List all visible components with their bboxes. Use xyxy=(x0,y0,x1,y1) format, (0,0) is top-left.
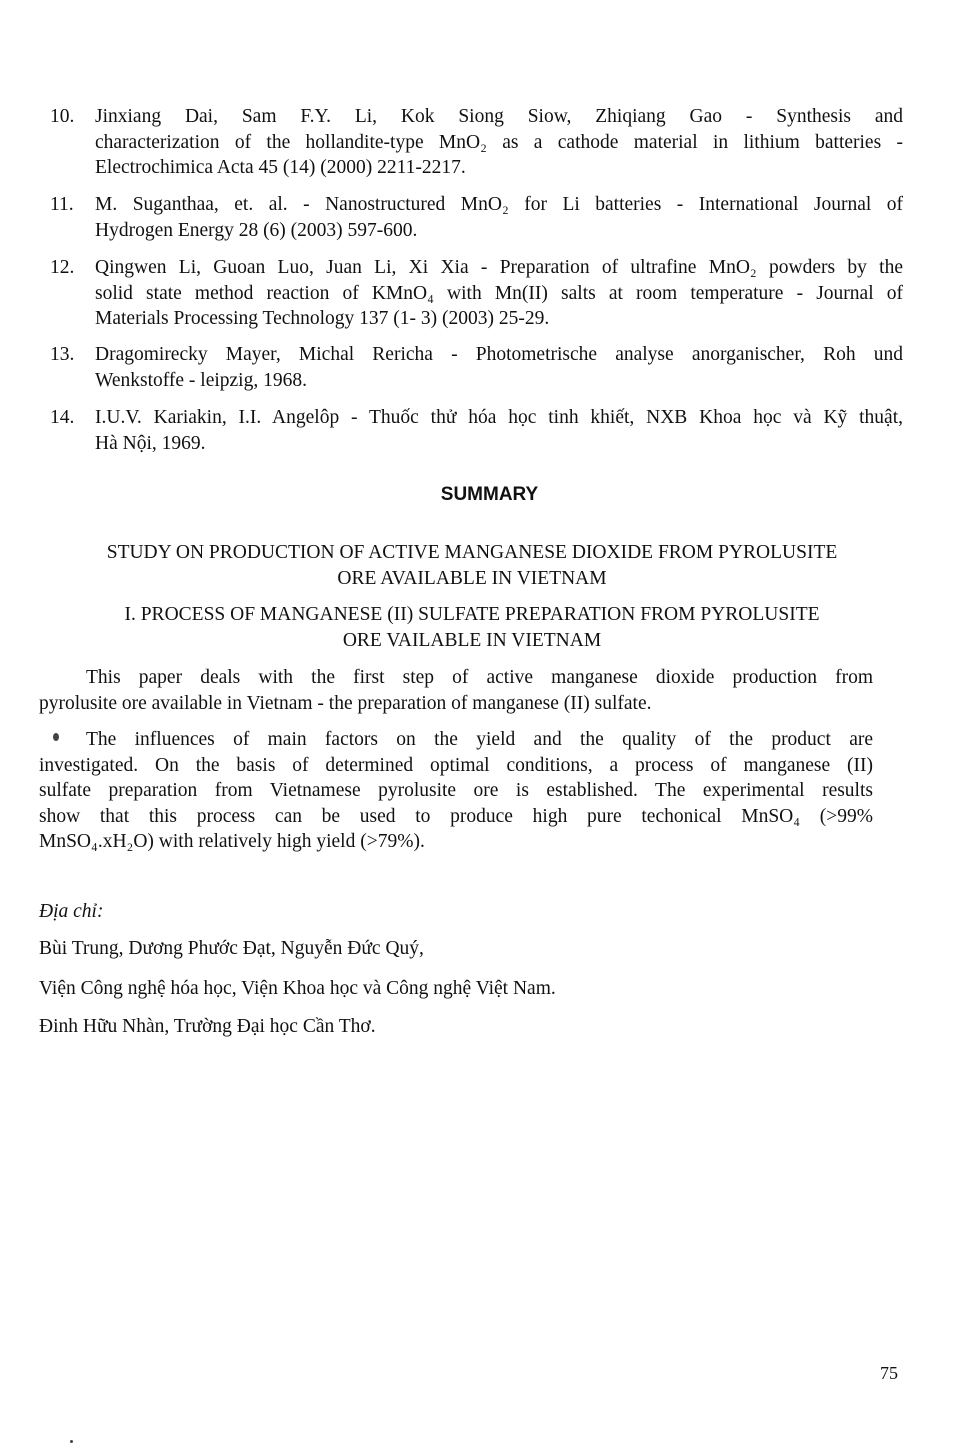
paragraph-line: pyrolusite ore available in Vietnam - the preparation of manganese (II) sulfate. xyxy=(39,692,652,714)
address-institution xyxy=(39,976,556,1002)
reference-number: 11. xyxy=(50,194,74,215)
reference-line: Hà Nội, 1969. xyxy=(95,432,206,454)
reference-line: Electrochimica Acta 45 (14) (2000) 2211-2217. xyxy=(95,157,466,178)
address-university xyxy=(39,1014,376,1040)
address-label-text: Địa chỉ: xyxy=(39,901,104,922)
reference-line: Hydrogen Energy 28 (6) (2003) 597-600. xyxy=(95,219,418,241)
reference-line: solid state method reaction of KMnO₄ with Mn(II) salts at room temperature - Journal of xyxy=(95,282,903,304)
reference-13 xyxy=(50,342,903,393)
subtitle-line: I. PROCESS OF MANGANESE (II) SULFATE PREPARATION FROM PYROLUSITE xyxy=(124,604,820,625)
summary-heading: SUMMARY xyxy=(440,484,539,505)
address-line: Viện Công nghệ hóa học, Viện Khoa học và Công nghệ Việt Nam. xyxy=(39,978,556,999)
address-line: Đinh Hữu Nhàn, Trường Đại học Cần Thơ. xyxy=(39,1016,376,1037)
page-number: 75 xyxy=(880,1363,898,1383)
address-line: Bùi Trung, Dương Phước Đạt, Nguyễn Đức Quý, xyxy=(39,938,424,959)
title-line: STUDY ON PRODUCTION OF ACTIVE MANGANESE DIOXIDE FROM PYROLUSITE xyxy=(106,542,838,563)
reference-number: 13. xyxy=(50,344,75,365)
reference-number: 10. xyxy=(50,106,75,127)
reference-line: Materials Processing Technology 137 (1- 3) (2003) 25-29. xyxy=(95,308,550,329)
address-label xyxy=(39,899,103,925)
reference-line: Jinxiang Dai, Sam F.Y. Li, Kok Siong Siow, Zhiqiang Gao - Synthesis and xyxy=(95,106,903,127)
scan-speck xyxy=(70,1440,73,1443)
address-authors xyxy=(39,936,424,962)
reference-number: 14. xyxy=(50,407,75,428)
summary-title xyxy=(0,540,944,591)
reference-line: M. Suganthaa, et. al. - Nanostructured MnO₂ for Li batteries - International Journal of xyxy=(95,194,903,215)
abstract-paragraph-2 xyxy=(39,727,873,855)
reference-line: Qingwen Li, Guoan Luo, Juan Li, Xi Xia - Preparation of ultrafine MnO₂ powders by the xyxy=(95,257,903,278)
paragraph-line: show that this process can be used to produce high pure techonical MnSO₄ (>99% xyxy=(39,805,873,827)
title-line: ORE AVAILABLE IN VIETNAM xyxy=(337,567,607,589)
reference-11 xyxy=(50,192,903,243)
summary-subtitle xyxy=(0,602,944,653)
paragraph-line: The influences of main factors on the yield and the quality of the product are xyxy=(86,729,873,750)
reference-line: Dragomirecky Mayer, Michal Rericha - Photometrische analyse anorganischer, Roh und xyxy=(95,344,903,365)
paragraph-line: sulfate preparation from Vietnamese pyrolusite ore is established. The experimental results xyxy=(39,780,873,801)
paragraph-line: This paper deals with the first step of active manganese dioxide production from xyxy=(86,667,873,688)
paragraph-line: investigated. On the basis of determined optimal conditions, a process of manganese (II) xyxy=(39,754,873,776)
abstract-paragraph-1 xyxy=(39,665,873,716)
subtitle-line: ORE VAILABLE IN VIETNAM xyxy=(342,629,602,651)
reference-10 xyxy=(50,104,903,181)
reference-line: I.U.V. Kariakin, I.I. Angelôp - Thuốc thử hóa học tinh khiết, NXB Khoa học và Kỹ thuật, xyxy=(95,407,903,428)
reference-14 xyxy=(50,405,903,456)
paragraph-line: MnSO₄.xH₂O) with relatively high yield (>79%). xyxy=(39,831,425,852)
reference-12 xyxy=(50,255,903,332)
reference-line: characterization of the hollandite-type MnO₂ as a cathode material in lithium batteries - xyxy=(95,131,903,153)
reference-number: 12. xyxy=(50,257,75,278)
reference-line: Wenkstoffe - leipzig, 1968. xyxy=(95,369,307,391)
